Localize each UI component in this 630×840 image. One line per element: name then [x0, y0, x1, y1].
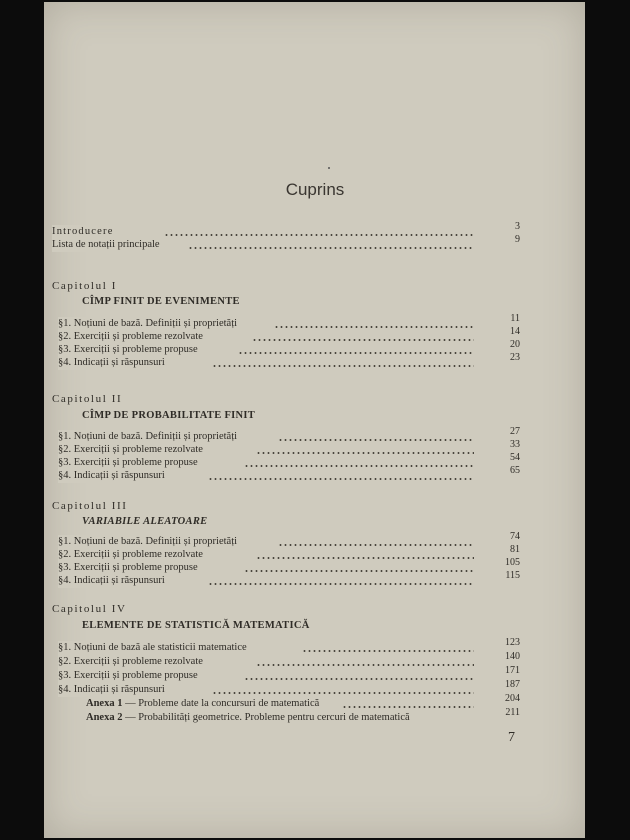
toc-entry[interactable] — [52, 326, 524, 344]
toc-entry-notations[interactable] — [52, 234, 524, 252]
toc-entry[interactable] — [52, 339, 524, 357]
chapter-heading-3: Capitolul III — [52, 500, 128, 512]
toc-label: §4. Indicații și răspunsuri — [58, 684, 165, 695]
toc-label: §1. Noțiuni de bază. Definiții și proprietăți — [58, 536, 238, 547]
toc-entry[interactable] — [52, 544, 524, 562]
leader-dots — [252, 339, 474, 341]
chapter-heading-2: Capitolul II — [52, 393, 123, 405]
chapter-title-4: ELEMENTE DE STATISTICĂ MATEMATICĂ — [82, 620, 310, 631]
toc-page: 23 — [510, 352, 520, 363]
toc-page: 105 — [505, 557, 520, 568]
chapter-heading-4: Capitolul IV — [52, 603, 127, 615]
toc-entry[interactable] — [52, 570, 524, 588]
toc-entry[interactable] — [52, 531, 524, 549]
toc-label: Lista de notații principale — [52, 239, 160, 250]
toc-entry[interactable] — [52, 637, 524, 655]
leader-dots — [244, 465, 474, 467]
leader-dots — [274, 326, 474, 328]
toc-entry[interactable] — [52, 651, 524, 669]
toc-entry[interactable] — [52, 665, 524, 683]
toc-label: §4. Indicații și răspunsuri — [58, 470, 165, 481]
leader-dots — [256, 557, 474, 559]
annex-name: Anexa 1 — [86, 698, 123, 709]
toc-label: §3. Exerciții și probleme propuse — [58, 670, 198, 681]
toc-entry-annex-2[interactable] — [52, 707, 524, 725]
leader-dots — [208, 478, 474, 480]
chapter-title-3: VARIABILE ALEATOARE — [82, 516, 208, 527]
ink-speck — [328, 167, 330, 169]
leader-dots — [238, 352, 474, 354]
toc-label: §3. Exerciții și probleme propuse — [58, 344, 198, 355]
toc-page: 81 — [510, 544, 520, 555]
leader-dots — [278, 439, 474, 441]
toc-entry[interactable] — [52, 313, 524, 331]
leader-dots — [302, 650, 474, 652]
toc-label: §1. Noțiuni de bază. Definiții și proprietăți — [58, 431, 238, 442]
toc-page: 115 — [505, 570, 520, 581]
toc-label: §1. Noțiuni de bază ale statisticii matematice — [58, 642, 247, 653]
toc-page: 171 — [505, 665, 520, 676]
toc-label: Introducere — [52, 226, 114, 237]
toc-label: §1. Noțiuni de bază. Definiții și proprietăți — [58, 318, 238, 329]
toc-page: 20 — [510, 339, 520, 350]
page-title: Cuprins — [285, 180, 345, 199]
leader-dots — [244, 678, 474, 680]
leader-dots — [188, 247, 474, 249]
leader-dots — [278, 544, 474, 546]
toc-page: 211 — [505, 707, 520, 718]
annex-title: — Probleme date la concursuri de matematică — [122, 698, 320, 709]
toc-entry-intro[interactable] — [52, 221, 524, 239]
toc-label: §2. Exerciții și probleme rezolvate — [58, 331, 203, 342]
annex-title: — Probabilități geometrice. Probleme pentru cercuri de matematică — [122, 712, 410, 723]
toc-entry[interactable] — [52, 557, 524, 575]
toc-entry[interactable] — [52, 465, 524, 483]
leader-dots — [244, 570, 474, 572]
leader-dots — [256, 452, 474, 454]
toc-page: 65 — [510, 465, 520, 476]
leader-dots — [208, 583, 474, 585]
toc-entry[interactable] — [52, 439, 524, 457]
toc-label: §4. Indicații și răspunsuri — [58, 357, 165, 368]
page-number: 7 — [508, 730, 515, 745]
toc-entry[interactable] — [52, 679, 524, 697]
toc-page: 27 — [510, 426, 520, 437]
annex-name: Anexa 2 — [86, 712, 123, 723]
chapter-heading-1: Capitolul I — [52, 280, 117, 292]
toc-page: 11 — [510, 313, 520, 324]
leader-dots — [256, 664, 474, 666]
toc-page: 9 — [515, 234, 520, 245]
toc-label: §2. Exerciții și probleme rezolvate — [58, 656, 203, 667]
toc-page: 14 — [510, 326, 520, 337]
toc-label: §2. Exerciții și probleme rezolvate — [58, 444, 203, 455]
toc-page: 3 — [515, 221, 520, 232]
toc-page: 33 — [510, 439, 520, 450]
chapter-title-1: CÎMP FINIT DE EVENIMENTE — [82, 296, 240, 307]
leader-dots — [342, 706, 474, 708]
toc-label: §2. Exerciții și probleme rezolvate — [58, 549, 203, 560]
leader-dots — [212, 692, 474, 694]
leader-dots — [212, 365, 474, 367]
toc-page: 187 — [505, 679, 520, 690]
toc-entry[interactable] — [52, 452, 524, 470]
toc-entry[interactable] — [52, 426, 524, 444]
leader-dots — [164, 234, 474, 236]
toc-page: 74 — [510, 531, 520, 542]
toc-label: §4. Indicații și răspunsuri — [58, 575, 165, 586]
toc-page: 123 — [505, 637, 520, 648]
toc-page: 140 — [505, 651, 520, 662]
toc-label: §3. Exerciții și probleme propuse — [58, 457, 198, 468]
toc-label: §3. Exerciții și probleme propuse — [58, 562, 198, 573]
toc-page: 204 — [505, 693, 520, 704]
toc-entry-annex-1[interactable] — [52, 693, 524, 711]
toc-entry[interactable] — [52, 352, 524, 370]
toc-page: 54 — [510, 452, 520, 463]
chapter-title-2: CÎMP DE PROBABILITATE FINIT — [82, 410, 256, 421]
